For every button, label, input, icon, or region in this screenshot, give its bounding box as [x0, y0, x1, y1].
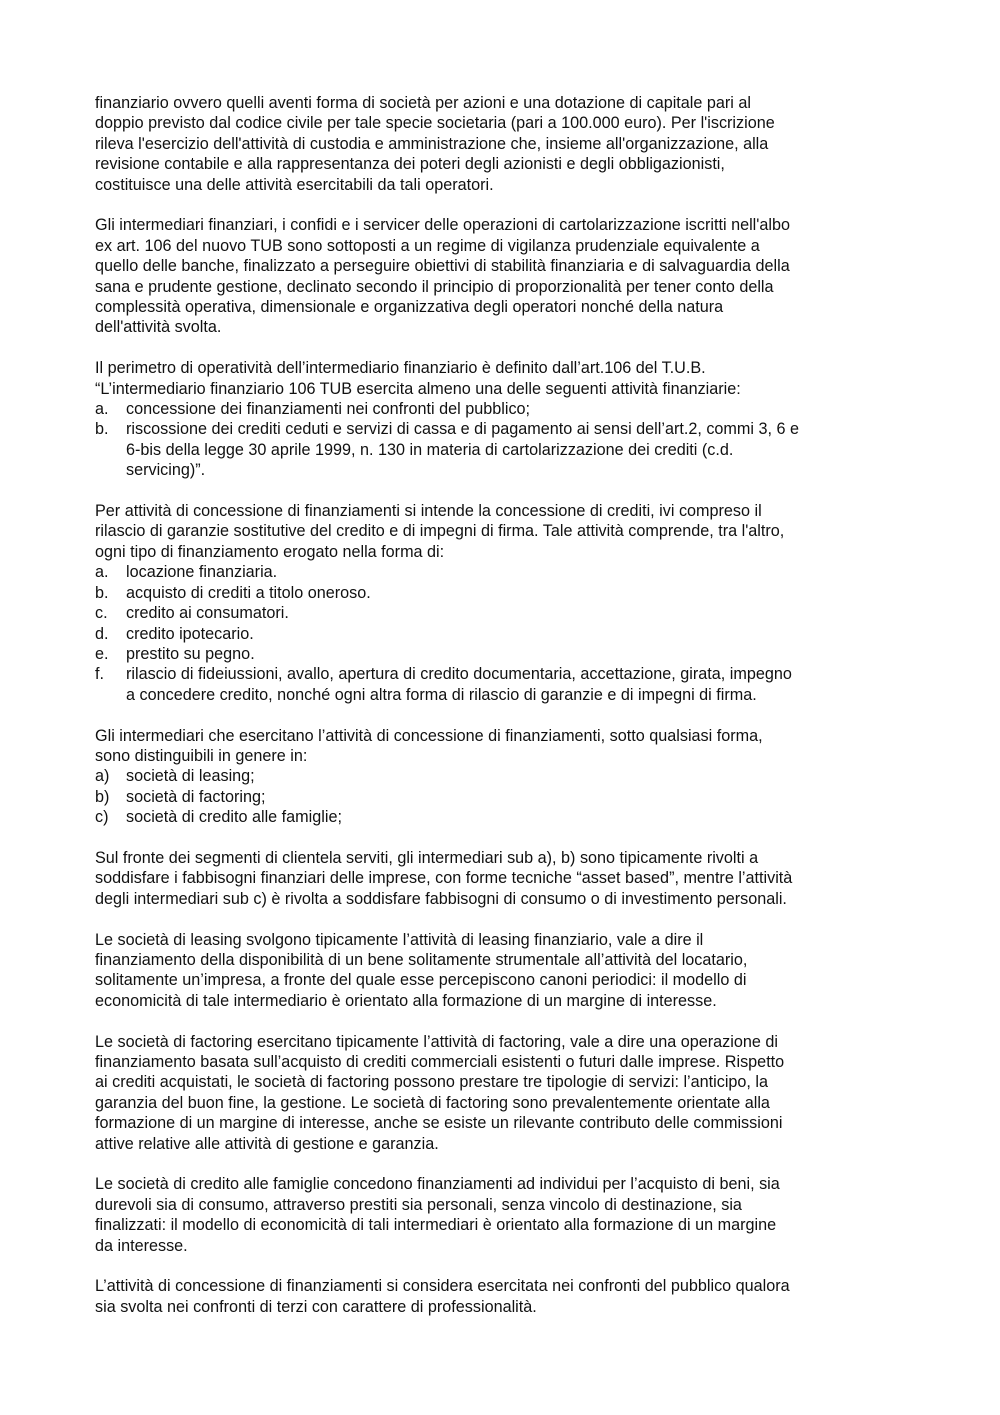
list-item: [95, 399, 910, 419]
list-item: [95, 419, 910, 480]
list-marker: f.: [95, 665, 104, 684]
text-line: garanzia del buon fine, la gestione. Le società di factoring sono prevalentemente orientate alla: [95, 1093, 770, 1112]
text-line: soddisfare i fabbisogni finanziari delle imprese, con forme tecniche “asset based”, mentre l’attività: [95, 869, 793, 888]
paragraph-pubblico: [95, 1276, 910, 1317]
text-line: Sul fronte dei segmenti di clientela serviti, gli intermediari sub a), b) sono tipicamente rivolti a: [95, 848, 759, 867]
text-line: Per attività di concessione di finanziamenti si intende la concessione di crediti, ivi compreso il: [95, 502, 762, 521]
text-line: Il perimetro di operatività dell’intermediario finanziario è definito dall’art.106 del T.U.B.: [95, 359, 706, 378]
paragraph-segmenti-clientela: [95, 848, 910, 909]
text-line: da interesse.: [95, 1236, 188, 1255]
list-marker: d.: [95, 624, 109, 643]
list-marker: b.: [95, 420, 109, 439]
paragraph-albo-requirements: [95, 93, 910, 195]
list-marker: c.: [95, 604, 108, 623]
text-line: formazione di un margine di interesse, anche se esiste un rilevante contributo delle commissioni: [95, 1114, 783, 1133]
text-line: credito ipotecario.: [126, 624, 254, 643]
text-line: rileva l'esercizio dell'attività di custodia e amministrazione che, insieme all'organizzazione, alla: [95, 134, 769, 153]
list-marker: e.: [95, 644, 109, 663]
text-line: prestito su pegno.: [126, 644, 255, 663]
text-line: degli intermediari sub c) è rivolta a soddisfare fabbisogni di consumo o di investimento personali.: [95, 889, 787, 908]
paragraph-factoring: [95, 1032, 910, 1154]
text-line: finanziamento della disponibilità di un bene solitamente strumentale all’attività del locatario,: [95, 950, 748, 969]
list-item: [95, 644, 910, 664]
list-item: [95, 807, 910, 827]
list-marker: b.: [95, 583, 109, 602]
text-line: L’attività di concessione di finanziamenti si considera esercitata nei confronti del pubblico qualora: [95, 1277, 790, 1296]
list-item: [95, 766, 910, 786]
list-item: [95, 603, 910, 623]
text-line: sia svolta nei confronti di terzi con carattere di professionalità.: [95, 1297, 537, 1316]
list-marker: a): [95, 767, 110, 786]
list-item: [95, 624, 910, 644]
paragraph-vigilanza: [95, 215, 910, 337]
text-line: ogni tipo di finanziamento erogato nella forma di:: [95, 542, 445, 561]
text-line: Gli intermediari che esercitano l’attività di concessione di finanziamenti, sotto qualsiasi forma,: [95, 726, 763, 745]
text-line: finanziario ovvero quelli aventi forma di società per azioni e una dotazione di capitale pari al: [95, 94, 751, 112]
text-line: durevoli sia di consumo, attraverso prestiti sia personali, senza vincolo di destinazione, sia: [95, 1195, 742, 1214]
text-line: Le società di factoring esercitano tipicamente l’attività di factoring, vale a dire una operazione di: [95, 1032, 778, 1051]
text-line: sono distinguibili in genere in:: [95, 746, 308, 765]
list-forme-finanziamento: [95, 562, 910, 705]
list-item: [95, 562, 910, 582]
text-line: ex art. 106 del nuovo TUB sono sottoposti a un regime di vigilanza prudenziale equivalente a: [95, 236, 760, 255]
document-page: [95, 93, 910, 1338]
list-tipi-intermediari: [95, 766, 910, 827]
text-line: Le società di credito alle famiglie concedono finanziamenti ad individui per l’acquisto di beni, sia: [95, 1175, 780, 1194]
text-line: doppio previsto dal codice civile per tale specie societaria (pari a 100.000 euro). Per l'iscrizione: [95, 114, 775, 133]
text-line: “L’intermediario finanziario 106 TUB esercita almeno una delle seguenti attività finanziarie:: [95, 379, 741, 398]
text-line: costituisce una delle attività esercitabili da tali operatori.: [95, 175, 494, 194]
list-marker: a.: [95, 563, 109, 582]
list-item: [95, 787, 910, 807]
paragraph-perimetro: [95, 358, 910, 480]
list-marker: a.: [95, 400, 109, 419]
text-line: revisione contabile e alla rappresentanza dei poteri degli azionisti e degli obbligazionisti,: [95, 155, 725, 174]
text-line: finalizzati: il modello di economicità di tali intermediari è orientato alla formazione di un margine: [95, 1216, 777, 1235]
paragraph-credito-famiglie: [95, 1174, 910, 1256]
text-line: attive relative alle attività di gestione e garanzia.: [95, 1134, 439, 1153]
text-line: solitamente un’impresa, a fronte del quale esse percepiscono canoni periodici: il modello di: [95, 971, 747, 990]
text-line: 6-bis della legge 30 aprile 1999, n. 130 in materia di cartolarizzazione dei crediti (c.d.: [126, 440, 734, 459]
list-marker: c): [95, 808, 109, 827]
text-line: dell'attività svolta.: [95, 318, 222, 337]
text-line: rilascio di garanzie sostitutive del credito e di impegni di firma. Tale attività comprende, tra l'altro,: [95, 522, 785, 541]
list-item: [95, 583, 910, 603]
paragraph-leasing: [95, 930, 910, 1012]
text-line: credito ai consumatori.: [126, 604, 289, 623]
text-line: Gli intermediari finanziari, i confidi e i servicer delle operazioni di cartolarizzazione iscritti nell'albo: [95, 216, 790, 235]
list-attivita-finanziarie: [95, 399, 910, 481]
text-line: servicing)”.: [126, 461, 206, 480]
text-line: Le società di leasing svolgono tipicamente l’attività di leasing finanziario, vale a dire il: [95, 930, 704, 949]
text-line: società di credito alle famiglie;: [126, 808, 342, 827]
text-line: acquisto di crediti a titolo oneroso.: [126, 583, 371, 602]
text-line: quello delle banche, finalizzato a perseguire obiettivi di stabilità finanziaria e di salvaguardia della: [95, 257, 790, 276]
text-line: rilascio di fideiussioni, avallo, apertura di credito documentaria, accettazione, girata, impegno: [126, 665, 792, 684]
text-line: a concedere credito, nonché ogni altra forma di rilascio di garanzie e di impegni di firma.: [126, 685, 757, 704]
paragraph-concessione: [95, 501, 910, 705]
text-line: finanziamento basata sull’acquisto di crediti commerciali esistenti o futuri dalle imprese. Rispetto: [95, 1052, 785, 1071]
list-marker: b): [95, 787, 110, 806]
text-line: società di leasing;: [126, 767, 255, 786]
text-line: riscossione dei crediti ceduti e servizi di cassa e di pagamento ai sensi dell’art.2, commi 3, 6 e: [126, 420, 799, 439]
paragraph-intermediari: [95, 726, 910, 828]
text-line: locazione finanziaria.: [126, 563, 278, 582]
text-line: società di factoring;: [126, 787, 266, 806]
text-line: sana e prudente gestione, declinato secondo il principio di proporzionalità per tener conto della: [95, 277, 774, 296]
text-line: complessità operativa, dimensionale e organizzativa degli operatori nonché della natura: [95, 298, 724, 317]
list-item: [95, 664, 910, 705]
text-line: economicità di tale intermediario è orientato alla formazione di un margine di interesse.: [95, 991, 717, 1010]
text-line: ai crediti acquistati, le società di factoring possono prestare tre tipologie di servizi: l’anticipo, la: [95, 1073, 769, 1092]
text-line: concessione dei finanziamenti nei confronti del pubblico;: [126, 400, 531, 419]
